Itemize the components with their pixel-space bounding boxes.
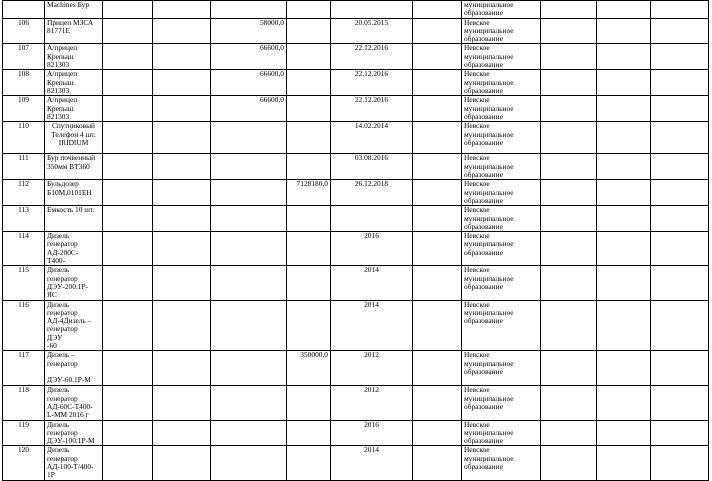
- cadastral-value: [287, 122, 331, 154]
- balance-value: [211, 232, 287, 266]
- empty-cell: [651, 70, 709, 96]
- empty-cell: [651, 420, 709, 446]
- table-row: [3, 154, 709, 180]
- empty-cell: [153, 206, 211, 232]
- owner-name: [462, 1, 541, 19]
- empty-cell: [597, 386, 651, 420]
- owner-name-text: Невское муниципальное образование: [464, 385, 514, 411]
- acquisition-date-text: 2014: [364, 445, 379, 455]
- empty-cell: [413, 44, 462, 70]
- owner-name-text: Невское муниципальное образование: [464, 153, 514, 180]
- empty-cell: [597, 180, 651, 206]
- empty-cell: [413, 96, 462, 122]
- empty-cell: [103, 96, 153, 122]
- item-name-text: Дизель генератор АД-4Дизель – генератор ДЭУ -60: [47, 300, 92, 351]
- item-name-text: А/прицеп Крепыш 821303: [47, 43, 78, 70]
- property-register-table: [2, 0, 709, 481]
- table-row: [3, 446, 709, 480]
- cadastral-value: [287, 232, 331, 266]
- empty-cell: [413, 180, 462, 206]
- acquisition-date: [331, 154, 413, 180]
- row-number-text: 113: [18, 205, 29, 215]
- empty-cell: [541, 206, 597, 232]
- row-number: [3, 70, 45, 96]
- empty-cell: [413, 18, 462, 44]
- empty-cell: [541, 122, 597, 154]
- acquisition-date: [331, 300, 413, 351]
- table-row: [3, 70, 709, 96]
- balance-value: [211, 351, 287, 386]
- cadastral-value: [287, 96, 331, 122]
- empty-cell: [153, 1, 211, 19]
- row-number: [3, 386, 45, 420]
- cadastral-value-text: 350000,0: [300, 350, 328, 360]
- balance-value: [211, 1, 287, 19]
- owner-name-text: Невское муниципальное образование: [464, 300, 514, 326]
- balance-value: [211, 180, 287, 206]
- item-name-text: Бульдозер Б10М.0101ЕН: [47, 179, 92, 197]
- empty-cell: [103, 351, 153, 386]
- empty-cell: [103, 232, 153, 266]
- row-number: [3, 420, 45, 446]
- acquisition-date: [331, 266, 413, 300]
- item-name-text: Дизель – генератор ДЭУ-60.1Р-М: [47, 350, 91, 385]
- acquisition-date: [331, 351, 413, 386]
- empty-cell: [597, 154, 651, 180]
- owner-name: [462, 232, 541, 266]
- row-number: [3, 232, 45, 266]
- empty-cell: [153, 266, 211, 300]
- acquisition-date: [331, 18, 413, 44]
- row-number-text: 111: [18, 153, 29, 163]
- row-number: [3, 300, 45, 351]
- empty-cell: [103, 18, 153, 44]
- cadastral-value: [287, 44, 331, 70]
- owner-name: [462, 266, 541, 300]
- empty-cell: [413, 300, 462, 351]
- empty-cell: [651, 232, 709, 266]
- acquisition-date-text: 26.12.2018: [354, 179, 389, 189]
- empty-cell: [413, 266, 462, 300]
- empty-cell: [153, 386, 211, 420]
- acquisition-date-text: 2016: [364, 231, 379, 241]
- balance-value: [211, 446, 287, 480]
- cadastral-value: [287, 386, 331, 420]
- cadastral-value: [287, 154, 331, 180]
- balance-value: [211, 386, 287, 420]
- owner-name: [462, 351, 541, 386]
- table-row: [3, 386, 709, 420]
- table-body: [3, 1, 709, 481]
- row-number-text: 110: [18, 121, 29, 131]
- empty-cell: [413, 206, 462, 232]
- table-row: [3, 18, 709, 44]
- empty-cell: [103, 154, 153, 180]
- table-row: [3, 1, 709, 19]
- cadastral-value: [287, 446, 331, 480]
- acquisition-date-text: 22.12.2016: [354, 69, 389, 79]
- row-number: [3, 1, 45, 19]
- empty-cell: [103, 300, 153, 351]
- empty-cell: [153, 446, 211, 480]
- empty-cell: [597, 266, 651, 300]
- empty-cell: [541, 70, 597, 96]
- empty-cell: [541, 420, 597, 446]
- empty-cell: [103, 70, 153, 96]
- owner-name: [462, 180, 541, 206]
- cadastral-value: [287, 70, 331, 96]
- owner-name-text: Невское муниципальное образование: [464, 445, 514, 471]
- empty-cell: [103, 420, 153, 446]
- row-number-text: 112: [18, 179, 29, 189]
- row-number-text: 114: [18, 231, 29, 241]
- acquisition-date: [331, 122, 413, 154]
- balance-value: [211, 44, 287, 70]
- item-name: [45, 351, 103, 386]
- empty-cell: [103, 1, 153, 19]
- item-name: [45, 300, 103, 351]
- item-name-text: А/прицеп Крепыш 821303: [47, 69, 78, 96]
- empty-cell: [103, 446, 153, 480]
- row-number: [3, 154, 45, 180]
- empty-cell: [153, 70, 211, 96]
- cadastral-value: [287, 180, 331, 206]
- item-name: [45, 44, 103, 70]
- empty-cell: [651, 18, 709, 44]
- acquisition-date: [331, 1, 413, 19]
- item-name: [45, 96, 103, 122]
- item-name: [45, 70, 103, 96]
- empty-cell: [413, 351, 462, 386]
- owner-name: [462, 420, 541, 446]
- table-row: [3, 351, 709, 386]
- row-number: [3, 266, 45, 300]
- acquisition-date-text: 14.02.2014: [354, 121, 389, 131]
- empty-cell: [651, 96, 709, 122]
- empty-cell: [541, 446, 597, 480]
- empty-cell: [413, 446, 462, 480]
- item-name: [45, 18, 103, 44]
- acquisition-date-text: 2014: [364, 300, 379, 309]
- acquisition-date: [331, 232, 413, 266]
- owner-name: [462, 300, 541, 351]
- row-number-text: 109: [17, 95, 30, 105]
- row-number: [3, 206, 45, 232]
- balance-value-text: 66600,0: [259, 95, 284, 105]
- item-name-text: А/прицеп Крепыш 821303: [47, 95, 78, 122]
- item-name: [45, 122, 103, 154]
- balance-value-text: 66600,0: [259, 43, 284, 53]
- empty-cell: [597, 351, 651, 386]
- owner-name-text: Невское муниципальное образование: [464, 420, 514, 446]
- balance-value: [211, 300, 287, 351]
- empty-cell: [541, 154, 597, 180]
- row-number-text: 116: [18, 300, 29, 309]
- empty-cell: [413, 386, 462, 420]
- empty-cell: [597, 44, 651, 70]
- row-number-text: 107: [17, 43, 30, 53]
- owner-name-text: Невское муниципальное образование: [464, 179, 514, 205]
- acquisition-date: [331, 70, 413, 96]
- item-name: [45, 1, 103, 19]
- empty-cell: [651, 1, 709, 19]
- empty-cell: [651, 446, 709, 480]
- empty-cell: [153, 180, 211, 206]
- empty-cell: [541, 1, 597, 19]
- empty-cell: [153, 351, 211, 386]
- row-number: [3, 446, 45, 480]
- table-row: [3, 96, 709, 122]
- acquisition-date: [331, 446, 413, 480]
- cadastral-value: [287, 1, 331, 19]
- row-number-text: 117: [18, 350, 29, 360]
- cadastral-value: [287, 266, 331, 300]
- empty-cell: [651, 180, 709, 206]
- balance-value: [211, 420, 287, 446]
- acquisition-date-text: 2012: [364, 350, 379, 360]
- empty-cell: [103, 266, 153, 300]
- row-number-text: 119: [18, 420, 29, 429]
- empty-cell: [597, 1, 651, 19]
- item-name: [45, 266, 103, 300]
- empty-cell: [651, 206, 709, 232]
- row-number-text: 115: [18, 265, 29, 275]
- cadastral-value: [287, 351, 331, 386]
- acquisition-date: [331, 44, 413, 70]
- empty-cell: [153, 44, 211, 70]
- empty-cell: [651, 122, 709, 154]
- empty-cell: [597, 122, 651, 154]
- table-row: [3, 266, 709, 300]
- owner-name-text: Невское муниципальное образование: [464, 69, 514, 96]
- item-name-text: Прицеп МЗСА 81771Е: [47, 18, 94, 35]
- empty-cell: [541, 351, 597, 386]
- item-name-text: Machines Бур: [47, 0, 90, 9]
- empty-cell: [597, 206, 651, 232]
- owner-name-text: Невское муниципальное образование: [464, 265, 514, 291]
- owner-name: [462, 96, 541, 122]
- row-number: [3, 18, 45, 44]
- item-name-text: Дизель генератор АД-200С- Т400-: [47, 231, 79, 266]
- balance-value: [211, 154, 287, 180]
- owner-name: [462, 206, 541, 232]
- empty-cell: [541, 96, 597, 122]
- balance-value-text: 66600,0: [259, 69, 284, 79]
- empty-cell: [153, 122, 211, 154]
- table-row: [3, 232, 709, 266]
- acquisition-date-text: 2016: [364, 420, 379, 429]
- item-name: [45, 446, 103, 480]
- owner-name: [462, 70, 541, 96]
- balance-value: [211, 266, 287, 300]
- empty-cell: [103, 44, 153, 70]
- item-name: [45, 386, 103, 420]
- empty-cell: [597, 300, 651, 351]
- table-row: [3, 180, 709, 206]
- acquisition-date-text: 2012: [364, 385, 379, 395]
- owner-name-text: Невское муниципальное образование: [464, 350, 514, 376]
- owner-name-text: Невское муниципальное образование: [464, 231, 514, 257]
- owner-name-text: Невское муниципальное образование: [464, 121, 514, 148]
- table-row: [3, 44, 709, 70]
- acquisition-date: [331, 420, 413, 446]
- owner-name-text: Невское муниципальное образование: [464, 43, 514, 70]
- owner-name: [462, 18, 541, 44]
- empty-cell: [103, 122, 153, 154]
- item-name: [45, 206, 103, 232]
- cadastral-value: [287, 206, 331, 232]
- balance-value: [211, 18, 287, 44]
- table-row: [3, 300, 709, 351]
- cadastral-value-text: 7128180,0: [296, 179, 328, 189]
- table-row: [3, 206, 709, 232]
- row-number: [3, 44, 45, 70]
- item-name: [45, 154, 103, 180]
- item-name: [45, 180, 103, 206]
- empty-cell: [153, 232, 211, 266]
- item-name-text: Бур почвенный 350мм ВТ360: [47, 153, 96, 171]
- row-number-text: 118: [18, 385, 29, 395]
- acquisition-date-text: 22.12.2016: [354, 95, 389, 105]
- empty-cell: [597, 446, 651, 480]
- empty-cell: [651, 266, 709, 300]
- table-row: [3, 122, 709, 154]
- empty-cell: [597, 70, 651, 96]
- acquisition-date-text: 03.08.2016: [354, 153, 389, 163]
- owner-name: [462, 122, 541, 154]
- item-name-text: Дизель генератор ДЭУ-100.1Р-М: [47, 420, 95, 446]
- row-number: [3, 96, 45, 122]
- empty-cell: [413, 1, 462, 19]
- acquisition-date: [331, 386, 413, 420]
- empty-cell: [541, 44, 597, 70]
- cadastral-value: [287, 420, 331, 446]
- empty-cell: [541, 300, 597, 351]
- owner-name-text: Невское муниципальное образование: [464, 18, 514, 44]
- acquisition-date: [331, 96, 413, 122]
- item-name-text: Дизель генератор АД-60С-Т400- L-ММ 2016 г: [47, 385, 93, 420]
- owner-name-text: муниципальное образование: [464, 0, 514, 18]
- balance-value-text: 58000,0: [259, 18, 284, 27]
- cadastral-value: [287, 18, 331, 44]
- row-number-text: 108: [17, 69, 30, 79]
- owner-name: [462, 446, 541, 480]
- empty-cell: [597, 232, 651, 266]
- empty-cell: [153, 300, 211, 351]
- empty-cell: [413, 154, 462, 180]
- row-number: [3, 180, 45, 206]
- empty-cell: [103, 386, 153, 420]
- empty-cell: [541, 266, 597, 300]
- row-number: [3, 122, 45, 154]
- balance-value: [211, 122, 287, 154]
- empty-cell: [103, 206, 153, 232]
- empty-cell: [541, 180, 597, 206]
- row-number: [3, 351, 45, 386]
- item-name-text: Дизель генератор АД-100-Т/400- 1Р: [47, 445, 94, 480]
- item-name: [45, 232, 103, 266]
- empty-cell: [413, 70, 462, 96]
- acquisition-date: [331, 180, 413, 206]
- empty-cell: [597, 420, 651, 446]
- empty-cell: [597, 96, 651, 122]
- balance-value: [211, 206, 287, 232]
- empty-cell: [651, 154, 709, 180]
- owner-name: [462, 44, 541, 70]
- empty-cell: [541, 18, 597, 44]
- empty-cell: [651, 300, 709, 351]
- cadastral-value: [287, 300, 331, 351]
- item-name-text: Дизель генератор ДЭУ-200.1Р- ЯС: [47, 265, 88, 300]
- acquisition-date: [331, 206, 413, 232]
- empty-cell: [413, 122, 462, 154]
- empty-cell: [153, 420, 211, 446]
- empty-cell: [651, 44, 709, 70]
- balance-value: [211, 96, 287, 122]
- item-name-text: Спутниковый Телефон 4 шт. IRIDIUM: [51, 121, 96, 148]
- empty-cell: [153, 96, 211, 122]
- owner-name-text: Невское муниципальное образование: [464, 205, 514, 231]
- item-name-text: Емкость 10 шт.: [47, 205, 95, 215]
- empty-cell: [153, 154, 211, 180]
- empty-cell: [651, 351, 709, 386]
- acquisition-date-text: 22.12.2016: [354, 43, 389, 53]
- table-row: [3, 420, 709, 446]
- empty-cell: [541, 386, 597, 420]
- owner-name-text: Невское муниципальное образование: [464, 95, 514, 122]
- row-number-text: 120: [17, 445, 30, 455]
- acquisition-date-text: 20.05.2015: [354, 18, 389, 27]
- empty-cell: [651, 386, 709, 420]
- empty-cell: [541, 232, 597, 266]
- owner-name: [462, 386, 541, 420]
- empty-cell: [597, 18, 651, 44]
- empty-cell: [153, 18, 211, 44]
- acquisition-date-text: 2014: [364, 265, 379, 275]
- owner-name: [462, 154, 541, 180]
- balance-value: [211, 70, 287, 96]
- empty-cell: [103, 180, 153, 206]
- empty-cell: [413, 232, 462, 266]
- empty-cell: [413, 420, 462, 446]
- item-name: [45, 420, 103, 446]
- row-number-text: 106: [17, 18, 30, 27]
